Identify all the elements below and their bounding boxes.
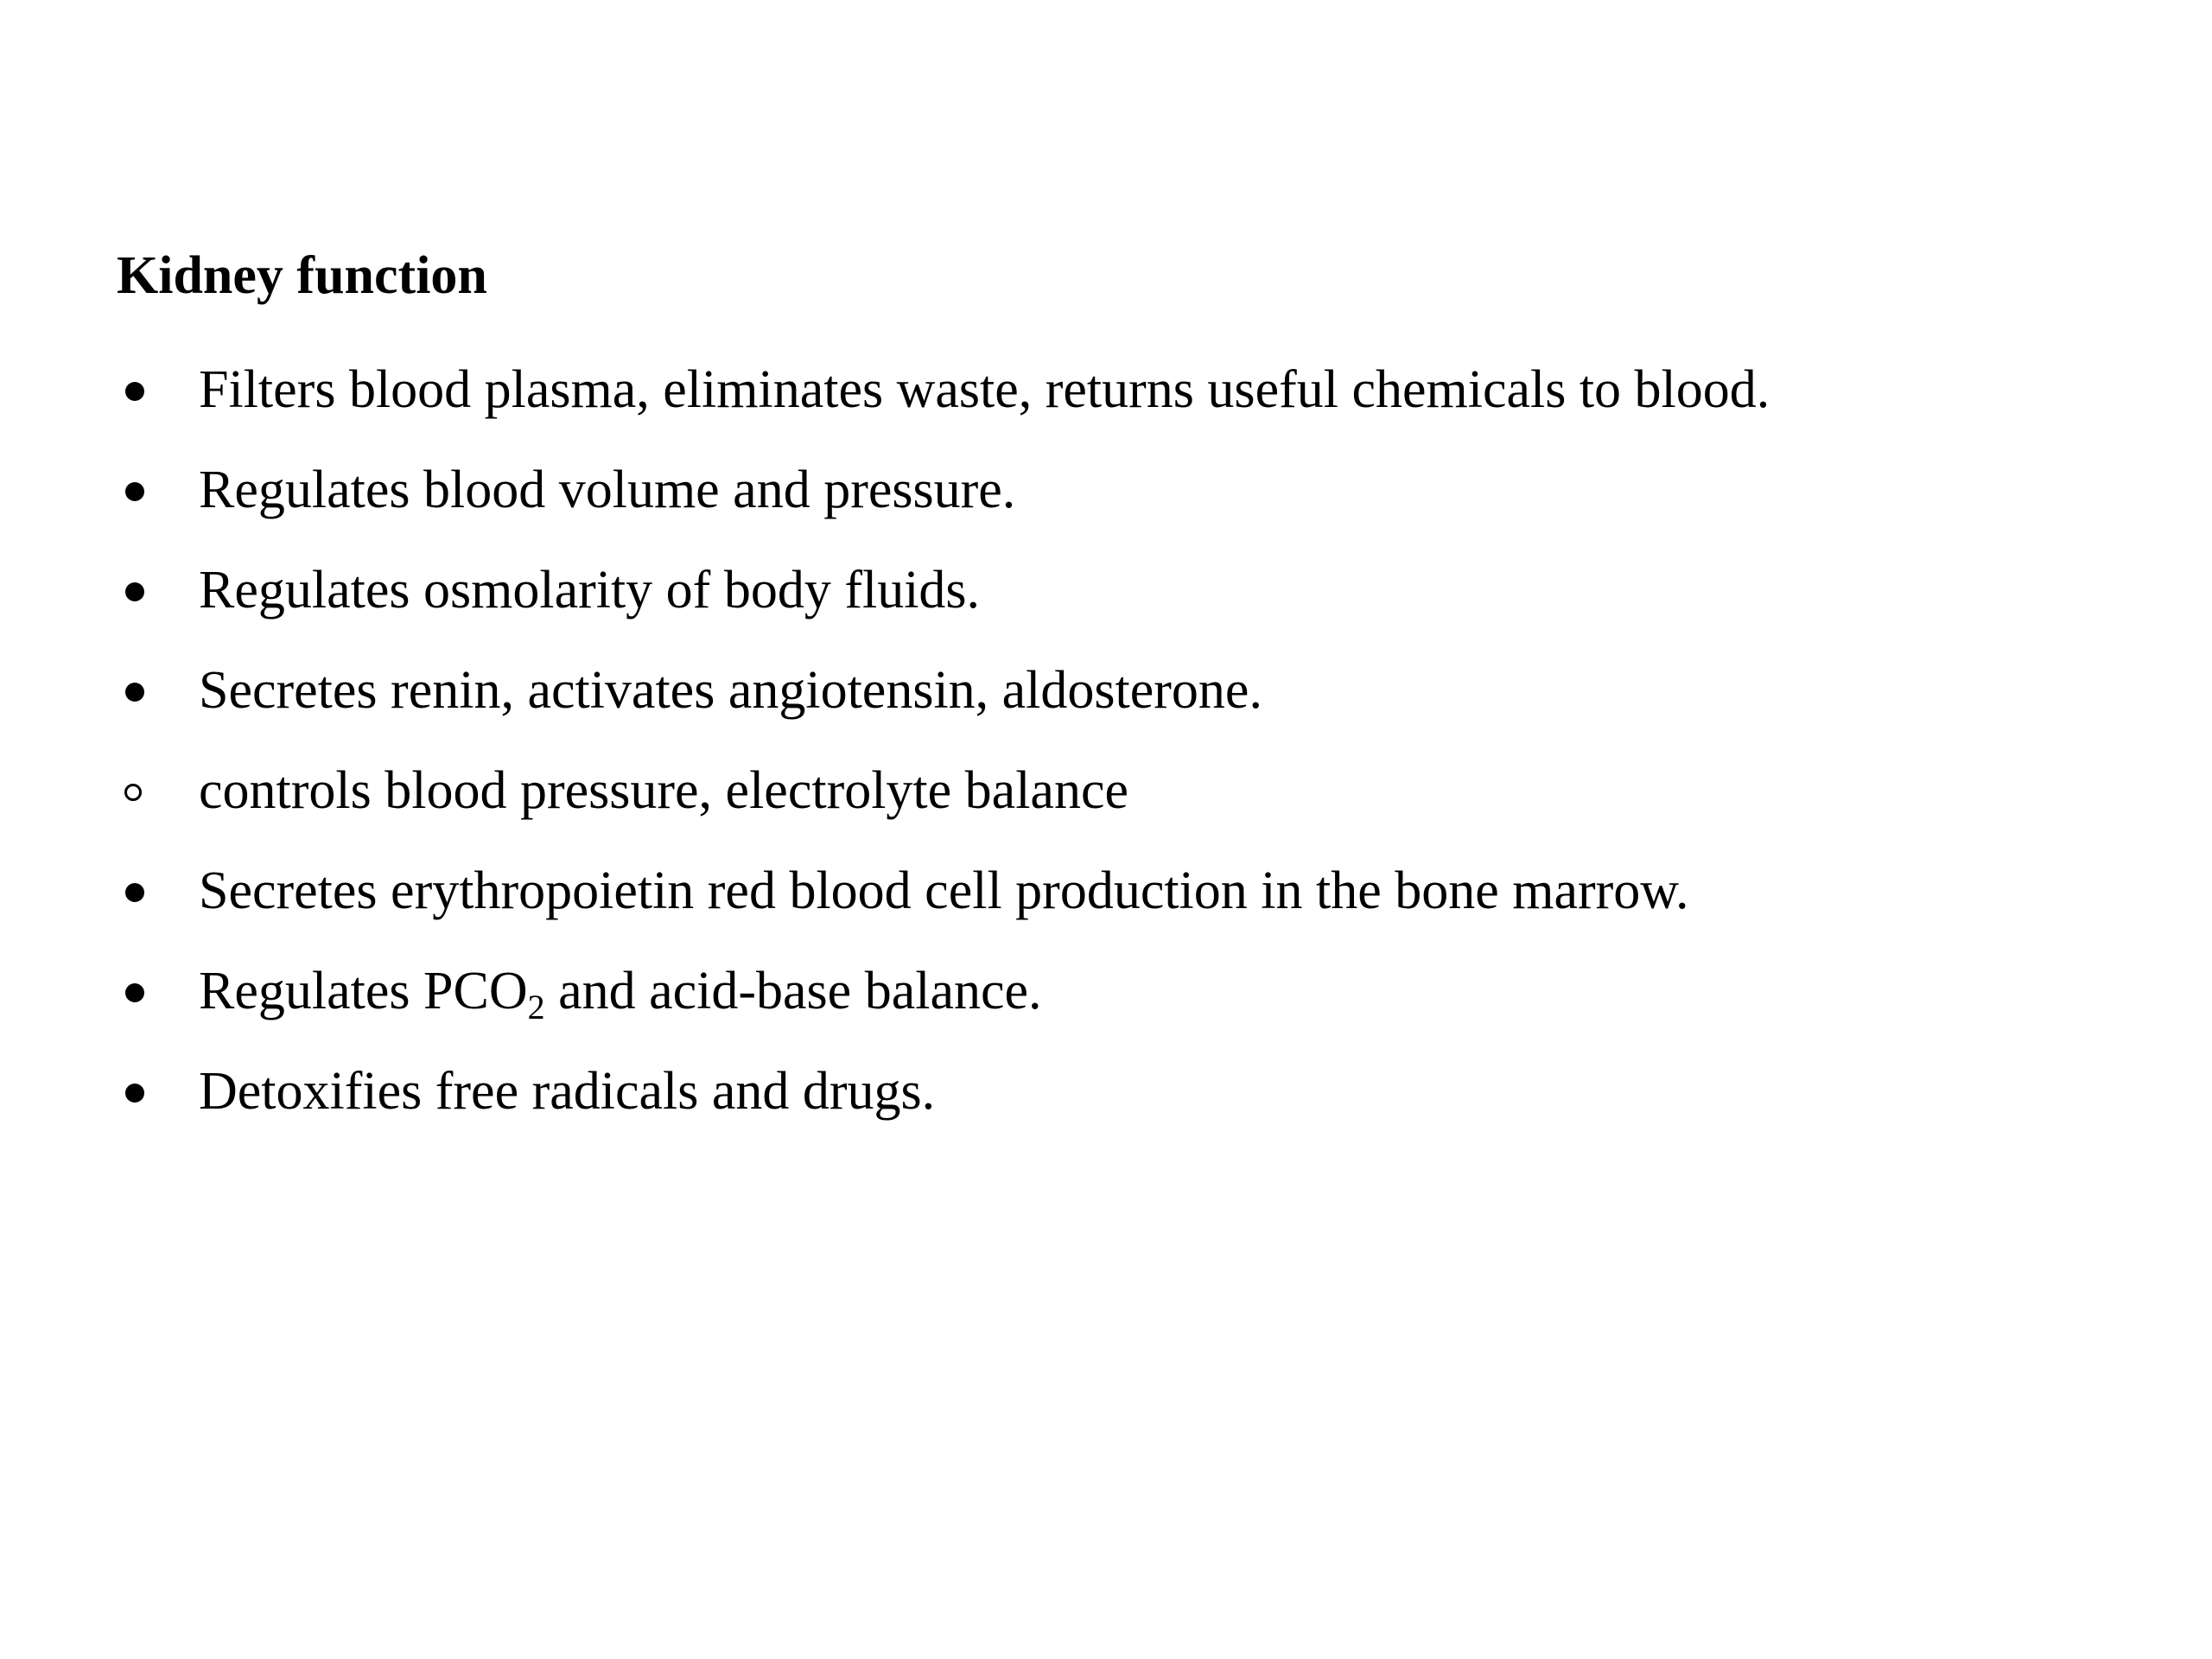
list-item-text: Secretes erythropoietin red blood cell production in the bone marrow. <box>199 861 1689 920</box>
list-item <box>0 861 2074 933</box>
list-item <box>0 563 2074 632</box>
list-item-text: Secretes renin, activates angiotensin, aldosterone. <box>199 661 1262 720</box>
list-item <box>0 964 2074 1033</box>
list-item <box>0 463 2074 532</box>
list-item <box>0 661 2074 733</box>
list-item <box>0 360 2074 432</box>
list-item-text: Detoxifies free radicals and drugs. <box>199 1062 936 1121</box>
document-title: Kidney function <box>117 246 487 305</box>
list-item-text <box>199 962 1042 1027</box>
list-item <box>0 761 2074 833</box>
list-item-text: controls blood pressure, electrolyte balance <box>199 761 1128 820</box>
list-item-text: Regulates osmolarity of body fluids. <box>199 561 981 620</box>
list-item <box>0 1062 2074 1134</box>
list-item-text: Regulates blood volume and pressure. <box>199 461 1016 519</box>
subscript: 2 <box>527 988 545 1027</box>
text-before-subscript: Regulates PCO <box>199 962 528 1020</box>
text-after-subscript: and acid-base balance. <box>544 962 1042 1020</box>
list-item-text: Filters blood plasma, eliminates waste, returns useful chemicals to blood. <box>199 360 1770 419</box>
